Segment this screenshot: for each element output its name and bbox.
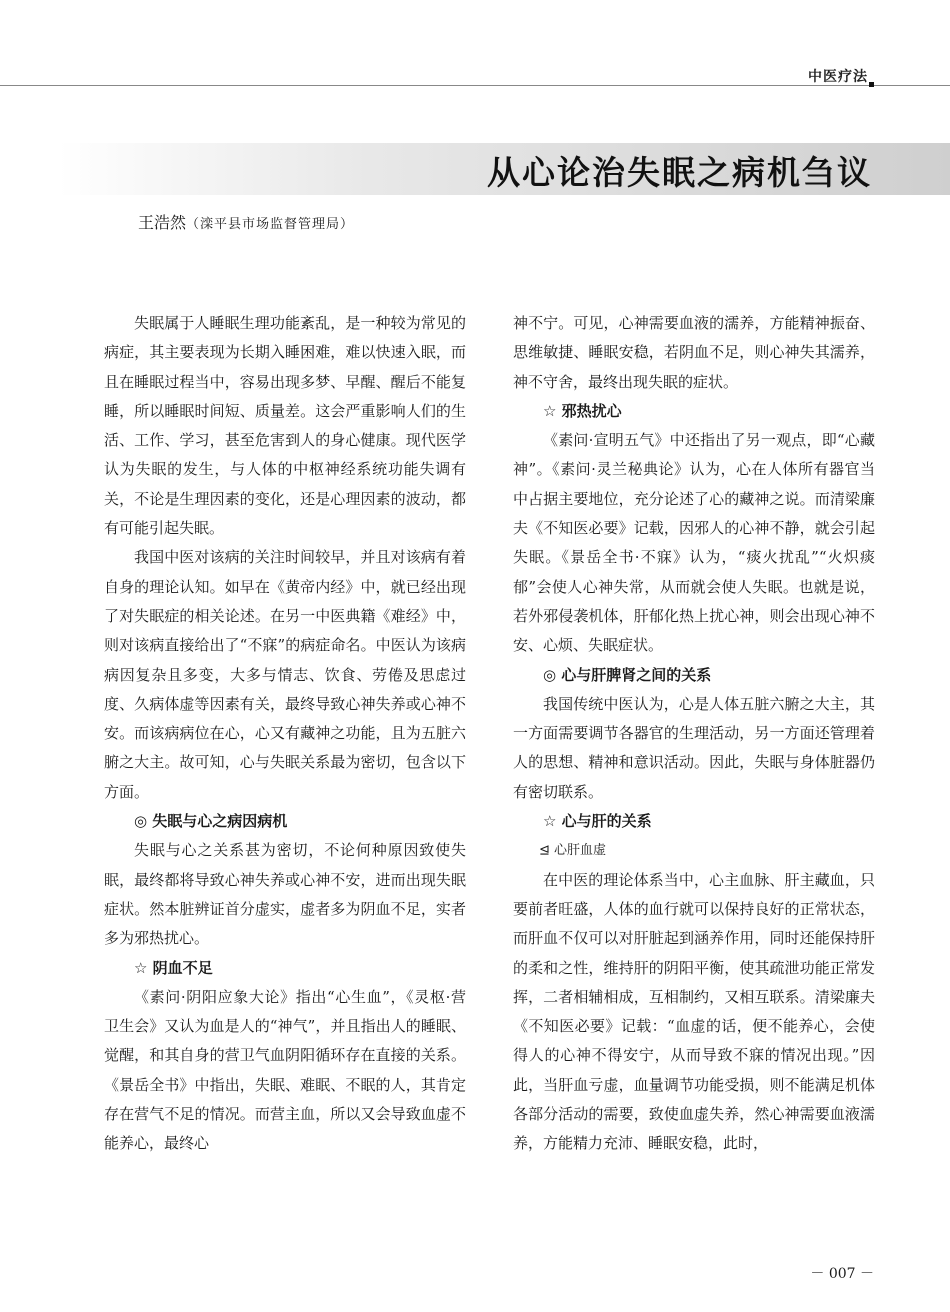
paragraph: 我国传统中医认为，心是人体五脏六腑之大主，其一方面需要调节各器官的生理活动，另一方面还管理着人的思想、精神和意识活动。因此，失眠与身体脏器仍有密切联系。: [513, 694, 875, 801]
right-column: [513, 309, 875, 1159]
author-name: 王浩然: [138, 213, 187, 232]
paragraph: 《素问·宣明五气》中还指出了另一观点，即“心藏神”。《素问·灵兰秘典论》认为，心在人体所有器官当中占据主要地位，充分论述了心的藏神之说。而清梁廉夫《不知医必要》记载，因邪人的心神不静，就会引起失眠。《景岳全书·不寐》认为，“痰火扰乱”“火炽痰郁”会使人心神失常，从而就会使人失眠。也就是说，若外邪侵袭机体，肝郁化热上扰心神，则会出现心神不安、心烦、失眠症状。: [513, 431, 875, 655]
left-column: [104, 309, 466, 1159]
paragraph: 我国中医对该病的关注时间较早，并且对该病有着自身的理论认知。如早在《黄帝内经》中，就已经出现了对失眠症的相关论述。在另一中医典籍《难经》中，则对该病直接给出了“不寐”的病症命名。中医认为该病病因复杂且多变，大多与情志、饮食、劳倦及思虑过度、久病体虚等因素有关，最终导致心神失养或心神不安。而该病病位在心，心又有藏神之功能，且为五脏六腑之大主。故可知，心与失眠关系最为密切，包含以下方面。: [104, 548, 466, 801]
paragraph: 失眠属于人睡眠生理功能紊乱，是一种较为常见的病症，其主要表现为长期入睡困难，难以快速入眠，而且在睡眠过程当中，容易出现多梦、早醒、醒后不能复睡，所以睡眠时间短、质量差。这会严重影响人们的生活、工作、学习，甚至危害到人的身心健康。现代医学认为失眠的发生，与人体的中枢神经系统功能失调有关，不论是生理因素的变化，还是心理因素的波动，都有可能引起失眠。: [104, 314, 466, 538]
section-marker: [869, 82, 874, 87]
paragraph: 失眠与心之关系甚为密切，不论何种原因致使失眠，最终都将导致心神失养或心神不安，进而出现失眠症状。然本脏辨证首分虚实，虚者多为阴血不足，实者多为邪热扰心。: [104, 841, 466, 948]
subsection-heading: ☆ 心与肝的关系: [543, 812, 652, 831]
minor-heading: ⊴ 心肝血虚: [539, 843, 607, 859]
section-heading: ◎ 失眠与心之病因病机: [134, 812, 288, 831]
section-heading: ◎ 心与肝脾肾之间的关系: [543, 665, 712, 684]
author-affiliation: （滦平县市场监督管理局）: [186, 217, 355, 232]
paragraph: 在中医的理论体系当中，心主血脉、肝主藏血，只要前者旺盛，人体的血行就可以保持良好的正常状态，而肝血不仅可以对肝脏起到涵养作用，同时还能保持肝的柔和之性，维持肝的阴阳平衡，使其疏泄功能正常发挥，二者相辅相成，互相制约，又相互联系。清梁廉夫《不知医必要》记载：“血虚的话，便不能养心，会使得人的心神不得安宁，从而导致不寐的情况出现。”因此，当肝血亏虚，血量调节功能受损，则不能满足机体各部分活动的需要，致使血虚失养，然心神需要血液濡养，方能精力充沛、睡眠安稳，此时，: [513, 870, 875, 1153]
page-number: － 007 －: [810, 1266, 874, 1282]
paragraph: 神不宁。可见，心神需要血液的濡养，方能精神振奋、思维敏捷、睡眠安稳，若阴血不足，则心神失其濡养，神不守舍，最终出现失眠的症状。: [513, 314, 875, 391]
subsection-heading: ☆ 邪热扰心: [543, 401, 622, 420]
paragraph: 《素问·阴阳应象大论》指出“心生血”，《灵枢·营卫生会》又认为血是人的“神气”，并且指出人的睡眠、觉醒，和其自身的营卫气血阴阳循环存在直接的关系。《景岳全书》中指出，失眠、难眠、不眠的人，其肯定存在营气不足的情况。而营主血，所以又会导致血虚不能养心，最终心: [104, 987, 466, 1153]
subsection-heading: ☆ 阴血不足: [134, 958, 213, 977]
section-label: 中医疗法: [808, 69, 868, 85]
author-line: [138, 210, 354, 233]
article-title: 从心论治失眠之病机刍议: [487, 153, 872, 192]
